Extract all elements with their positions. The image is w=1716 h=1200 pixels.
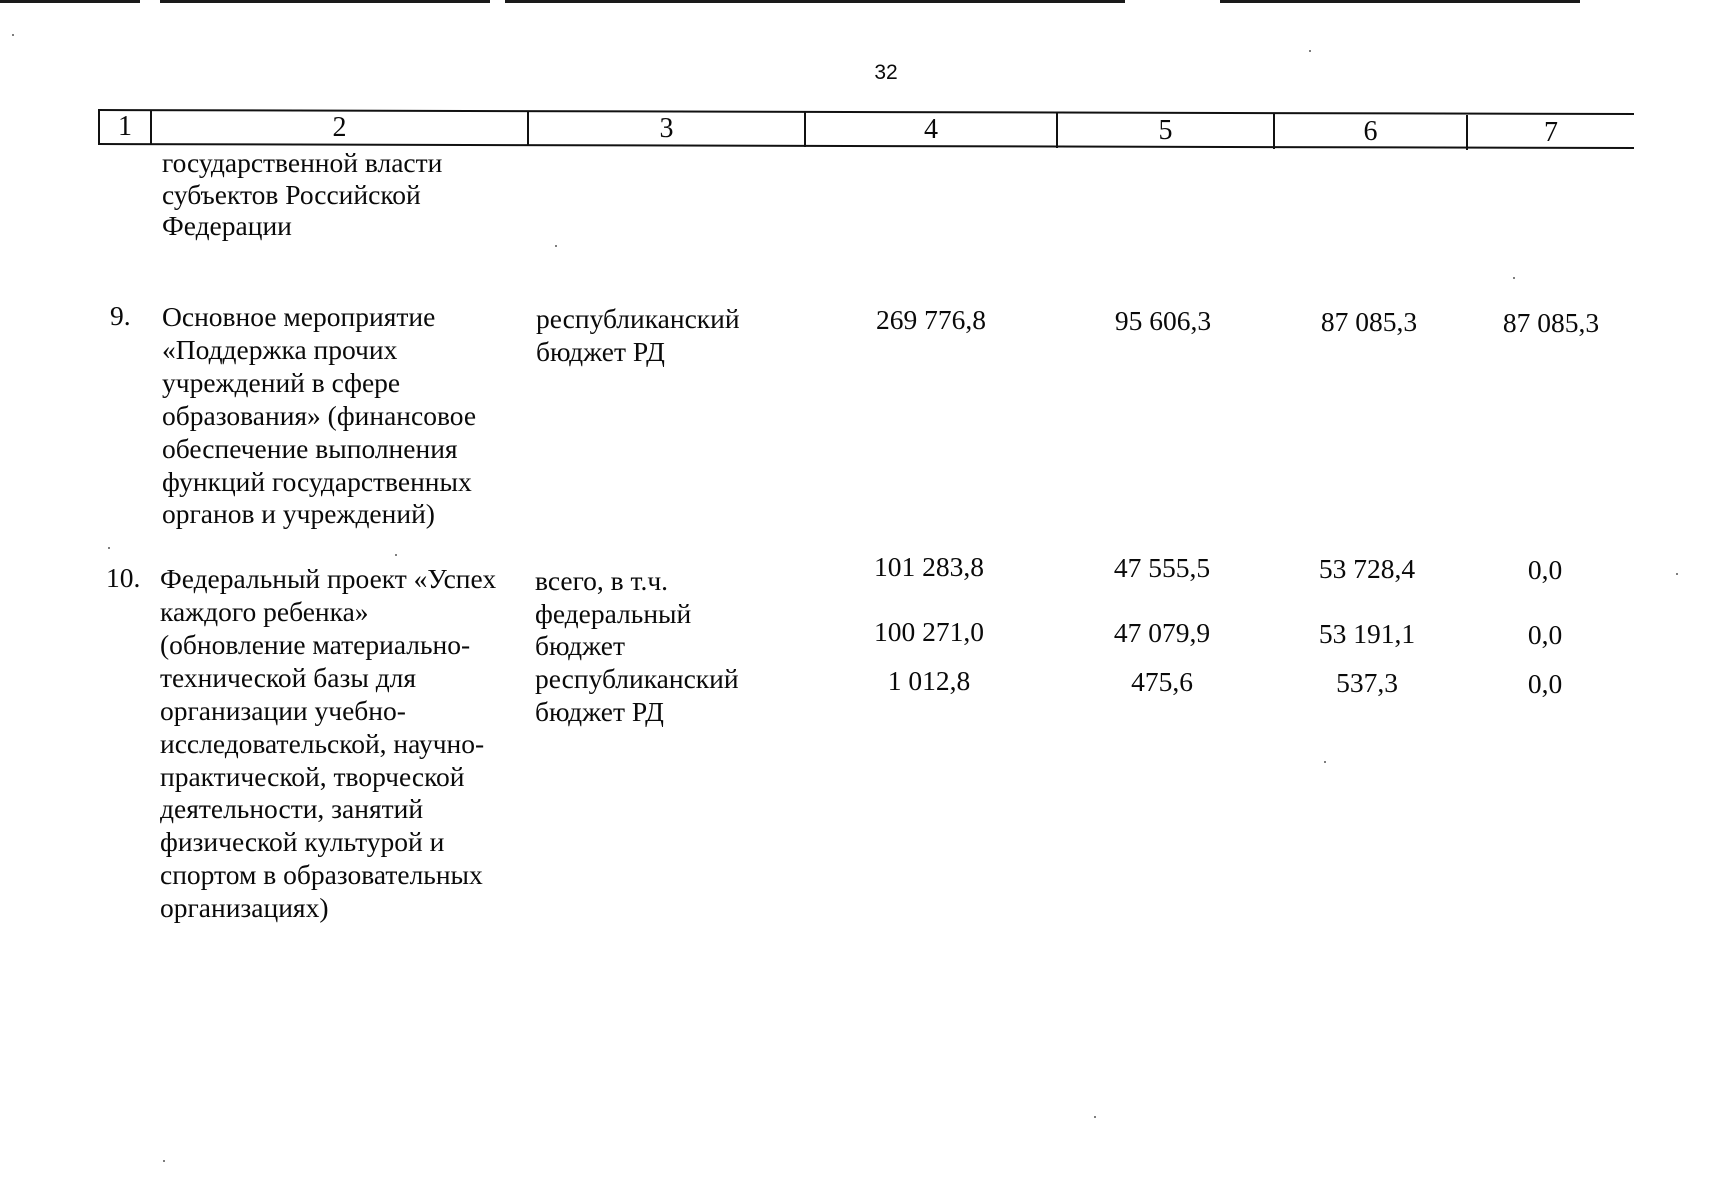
row-value-col6: 53 191,1 xyxy=(1318,618,1416,649)
row-source-line: всего, в т.ч. xyxy=(535,565,669,596)
column-header-4: 4 xyxy=(924,114,938,145)
row-source-line: бюджет РД xyxy=(536,336,665,367)
page-number: 32 xyxy=(874,61,898,84)
row-source-line: республиканский xyxy=(535,663,739,694)
row-name-line: деятельности, занятий xyxy=(160,793,424,824)
row-name-line: организации учебно- xyxy=(160,695,406,726)
row-name-line: функций государственных xyxy=(162,466,472,497)
row-value-col6: 537,3 xyxy=(1336,667,1398,698)
row-name-line: спортом в образовательных xyxy=(160,859,483,890)
scan-speck xyxy=(1513,277,1515,279)
row-value-col5: 47 079,9 xyxy=(1113,617,1211,648)
row-number: 10. xyxy=(106,562,141,593)
scan-speck xyxy=(555,245,557,247)
row-name-line: организациях) xyxy=(160,892,329,923)
column-header-7: 7 xyxy=(1544,117,1558,148)
row-value-col4: 1 012,8 xyxy=(887,665,971,696)
column-header-6: 6 xyxy=(1363,116,1378,147)
scan-speck xyxy=(395,554,397,556)
table-header xyxy=(0,0,1716,160)
row-source-line: федеральный xyxy=(535,598,692,629)
row-source-line: бюджет xyxy=(535,630,625,661)
scan-speck xyxy=(1309,50,1311,52)
row-value-col6: 87 085,3 xyxy=(1320,306,1418,337)
column-header-1: 1 xyxy=(118,111,132,142)
column-header-2: 2 xyxy=(332,112,347,143)
row-name-line: органов и учреждений) xyxy=(162,498,435,529)
row-name-line: Основное мероприятие xyxy=(162,301,436,332)
scan-speck xyxy=(1324,761,1326,763)
row-name-line: обеспечение выполнения xyxy=(162,433,458,464)
scan-speck xyxy=(12,34,14,36)
row-value-col7: 0,0 xyxy=(1527,554,1563,585)
row-value-col7: 87 085,3 xyxy=(1502,307,1600,338)
row-source-line: бюджет РД xyxy=(535,696,664,727)
scan-speck xyxy=(108,547,110,549)
row-name-line: технической базы для xyxy=(160,662,417,693)
row-value-col4: 269 776,8 xyxy=(876,304,986,335)
row-value-col7: 0,0 xyxy=(1527,668,1563,699)
column-header-3: 3 xyxy=(659,113,674,144)
row-value-col4: 100 271,0 xyxy=(874,616,984,647)
scan-speck xyxy=(1094,1116,1096,1118)
row-name-line: (обновление материально- xyxy=(160,629,471,660)
row-name-line: Федеральный проект «Успех xyxy=(160,563,497,594)
row-name-line: учреждений в сфере xyxy=(162,367,401,398)
row-name-line: физической культурой и xyxy=(160,826,445,857)
row-value-col5: 95 606,3 xyxy=(1114,305,1212,336)
row-value-col5: 47 555,5 xyxy=(1113,552,1211,583)
row-source-line: республиканский xyxy=(536,303,740,334)
continuation-line: субъектов Российской xyxy=(162,179,421,210)
row-name-line: «Поддержка прочих xyxy=(162,334,398,365)
scan-speck xyxy=(163,1160,165,1162)
row-value-col5: 475,6 xyxy=(1131,666,1193,697)
row-value-col4: 101 283,8 xyxy=(874,551,984,582)
row-name-line: исследовательской, научно- xyxy=(160,728,485,759)
scan-speck xyxy=(1676,573,1678,575)
column-header-5: 5 xyxy=(1158,115,1173,146)
row-value-col7: 0,0 xyxy=(1527,619,1563,650)
row-number: 9. xyxy=(110,300,131,331)
row-value-col6: 53 728,4 xyxy=(1318,553,1416,584)
row-name-line: образования» (финансовое xyxy=(162,400,477,431)
continuation-line: государственной власти xyxy=(162,147,443,178)
row-name-line: практической, творческой xyxy=(160,761,465,792)
continuation-line: Федерации xyxy=(162,210,292,241)
row-name-line: каждого ребенка» xyxy=(160,596,369,627)
